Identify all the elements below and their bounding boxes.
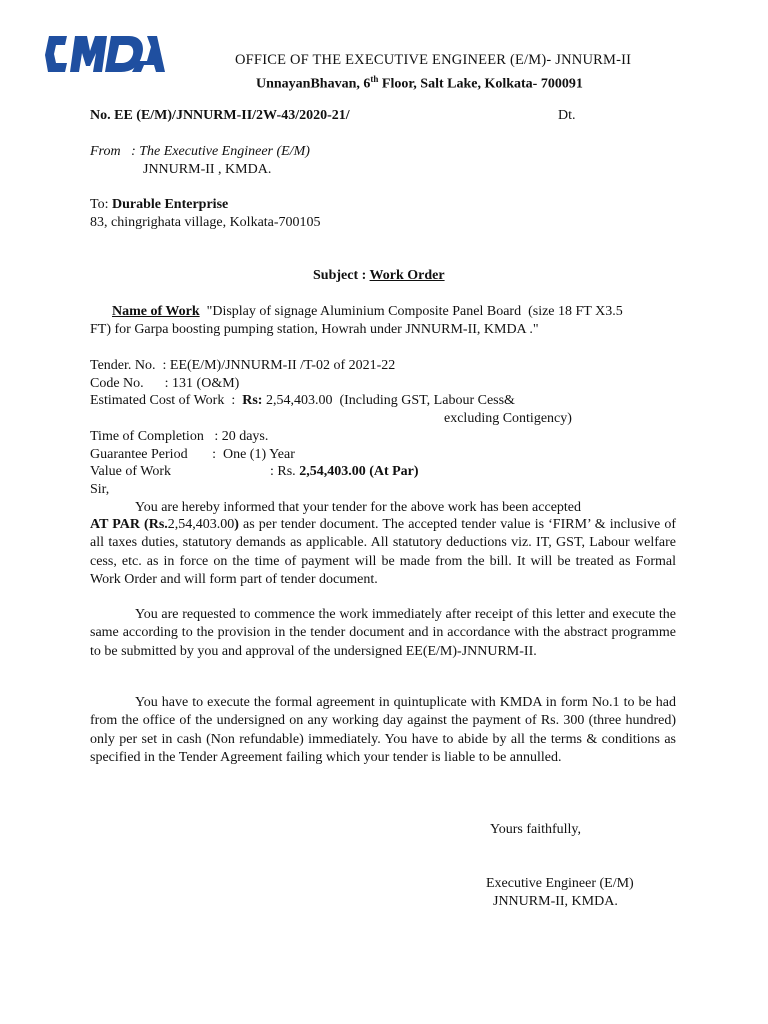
reference-number: No. EE (E/M)/JNNURM-II/2W-43/2020-21/ — [90, 108, 350, 123]
estimated-cost-rs: Rs: — [242, 393, 263, 408]
signatory-org: JNNURM-II, KMDA. — [493, 894, 618, 909]
estimated-cost-note: excluding Contigency) — [444, 411, 572, 426]
subject-line — [313, 267, 445, 284]
closing-phrase: Yours faithfully, — [490, 822, 582, 837]
at-par-amount: 2,54,403.00 — [167, 517, 235, 532]
recipient-name: Durable Enterprise — [111, 197, 229, 212]
office-address — [256, 71, 583, 93]
name-of-work-text: "Display of signage Aluminium Composite Panel Board (size 18 FT X3.5 — [199, 304, 623, 319]
value-of-work-amount: 2,54,403.00 (At Par) — [299, 464, 419, 479]
paragraph-1 — [90, 516, 676, 589]
name-of-work-line1 — [112, 303, 623, 320]
name-of-work-label: Name of Work — [112, 304, 200, 319]
time-of-completion: Time of Completion : 20 days. — [90, 429, 269, 444]
address-part: UnnayanBhavan, 6 — [256, 76, 371, 92]
paragraph-1-text: as per tender document. The accepted tender value is ‘FIRM’ & inclusive of all taxes duties, statutory demands as applicable. All statutory deductions viz. IT, GST, Labour welfare cess, etc. as in force on the time of payment will be made from the bill. It will be treated as Formal Work Order and will form part of tender document. — [90, 517, 676, 587]
address-superscript: th — [370, 74, 379, 84]
office-heading: OFFICE OF THE EXECUTIVE ENGINEER (E/M)- JNNURM-II — [235, 52, 632, 68]
address-part: Floor, Salt Lake, Kolkata- 700091 — [378, 76, 583, 92]
paragraph-3: You have to execute the formal agreement in quintuplicate with KMDA in form No.1 to be had from the office of the undersigned on any working day against the payment of Rs. 300 (three hundred) only per set in cash (Non refundable) immediately. You have to abide by all the terms & conditions as specified in the Tender Agreement failing which your tender is liable to be annulled. — [90, 695, 676, 765]
from-sender: The Executive Engineer (E/M) — [139, 144, 310, 159]
from-sender-org: JNNURM-II , KMDA. — [143, 162, 272, 177]
at-par-label: AT PAR (Rs. — [90, 517, 168, 532]
guarantee-period: Guarantee Period : One (1) Year — [90, 447, 295, 462]
date-label: Dt. — [558, 108, 576, 123]
signatory-title: Executive Engineer (E/M) — [486, 876, 634, 891]
salutation: Sir, — [90, 482, 110, 497]
subject-label: Subject : — [313, 268, 370, 283]
kmda-logo — [43, 33, 167, 75]
subject-text: Work Order — [369, 268, 445, 283]
code-number: Code No. : 131 (O&M) — [90, 376, 240, 391]
name-of-work-line2: FT) for Garpa boosting pumping station, Howrah under JNNURM-II, KMDA ." — [90, 322, 539, 337]
at-par-close: ) — [234, 517, 239, 532]
to-prefix: To: — [90, 197, 112, 212]
tender-number: Tender. No. : EE(E/M)/JNNURM-II /T-02 of 2021-22 — [90, 358, 396, 373]
estimated-cost-value: 2,54,403.00 (Including GST, Labour Cess& — [262, 393, 515, 408]
to-line — [90, 196, 228, 213]
from-prefix: From : — [90, 144, 140, 159]
from-line — [90, 143, 310, 160]
value-of-work-prefix: : Rs. — [270, 464, 300, 479]
value-of-work-label: Value of Work — [90, 464, 172, 479]
recipient-address: 83, chingrighata village, Kolkata-700105 — [90, 215, 321, 230]
value-of-work — [270, 463, 419, 480]
estimated-cost-label: Estimated Cost of Work : — [90, 393, 243, 408]
paragraph-2: You are requested to commence the work immediately after receipt of this letter and execute the same according to the provision in the tender document and in accordance with the abstract programme to be submitted by you and approval of the undersigned EE(E/M)-JNNURM-II. — [90, 607, 676, 659]
estimated-cost — [90, 392, 515, 409]
paragraph-1-first-line: You are hereby informed that your tender for the above work has been accepted — [135, 500, 582, 515]
